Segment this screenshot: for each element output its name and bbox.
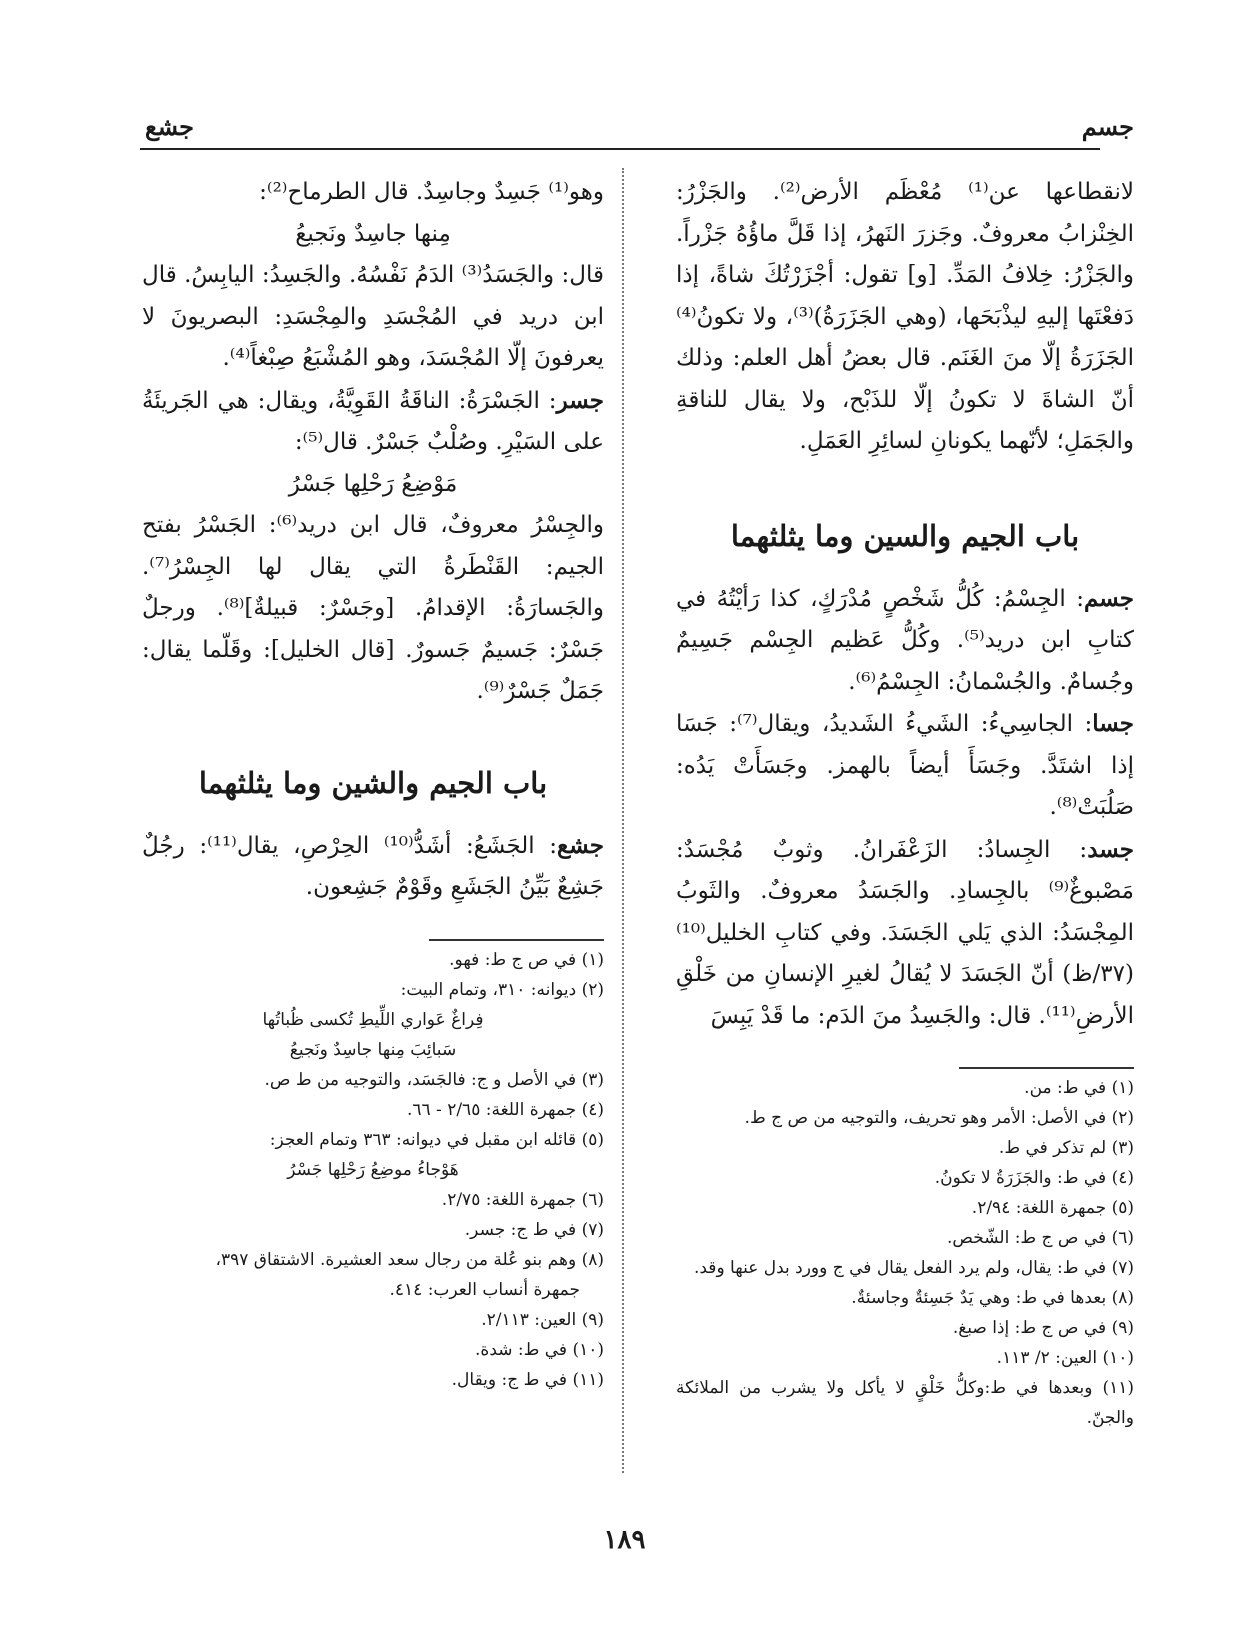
footnote: (١) في ص ج ط: فهو.	[449, 949, 604, 970]
entry-headword: جسم	[1083, 584, 1134, 612]
entry-headword: جشع	[557, 831, 604, 859]
section-title: باب الجيم والشين وما يثلثهما	[198, 765, 548, 800]
footnote: (٧) في ط ج: جسر.	[464, 1219, 604, 1240]
footnote-verse: فِراغٌ عَواري اللِّيطِ تُكسى ظُباتُها	[262, 1009, 484, 1030]
footnote-verse: هَوْجاءُ موضِعُ رَحْلِها جَسْرُ	[287, 1159, 459, 1180]
entry-text: : الجَسْرَةُ: الناقَةُ القَوِيَّةُ، ويقال: هي الجَريئَةُ على السَيْرِ. وصُلْبٌ جَسْرٌ. قال⁽⁵⁾:	[142, 387, 604, 455]
right-column	[676, 172, 1134, 1433]
footnote: (٥) جمهرة اللغة: ٢/٩٤.	[971, 1198, 1134, 1218]
footnote: (٢) ديوانه: ٣١٠، وتمام البيت:	[400, 979, 604, 1000]
continued-line: وهو⁽¹⁾ جَسِدٌ وجاسِدٌ. قال الطرماح⁽²⁾:	[259, 179, 604, 205]
footnote-rule	[959, 1067, 1134, 1069]
footnote: (١) في ط: من.	[1024, 1078, 1134, 1098]
entry-text: : الجَشَعُ: أشَدُّ⁽¹⁰⁾ الحِرْصِ، يقال⁽¹¹⁾: رجُلٌ جَشِعٌ بَيِّنُ الجَشَعِ وقَوْمٌ جَشِعون.	[142, 832, 604, 900]
footnote: (٨) وهم بنو عُلة من رجال سعد العشيرة. الاشتقاق ٣٩٧،	[215, 1249, 604, 1270]
footnote: (١١) في ط ج: ويقال.	[451, 1369, 604, 1390]
column-divider	[622, 168, 624, 1473]
footnotes-right	[676, 1073, 1134, 1433]
entry-text: : الجِسْمُ: كُلُّ شَخْصٍ مُدْرَكٍ، كذا رَأيْتُهُ في كتابِ ابن دريد⁽⁵⁾. وكُلُّ عَظيم الجِسْم جَسِيمٌ وجُسامٌ. والجُسْمانُ: الجِسْمُ⁽⁶⁾.	[676, 585, 1134, 695]
entry-jasr-continuation: والجِسْرُ معروفٌ، قال ابن دريد⁽⁶⁾: الجَسْرُ بفتح الجيم: القَنْطَرةُ التي يقال لها الجِسْرُ⁽⁷⁾. والجَسارَةُ: الإقدامُ. [وجَسْرٌ: قبيلةٌ]⁽⁸⁾. ورجلٌ جَسْرٌ: جَسيمٌ جَسورٌ. [قال الخليل]: وقَلّما يقال: جَمَلٌ جَسْرٌ⁽⁹⁾.	[142, 512, 604, 704]
entry-text: : الجاسِيءُ: الشَيءُ الشَديدُ، ويقال⁽⁷⁾: جَسَا إذا اشتَدَّ. وجَسَأَ أيضاً بالهمز. وجَسَأَتْ يَدُه: صَلُبَتْ⁽⁸⁾.	[676, 711, 1134, 820]
footnote: (٤) جمهرة اللغة: ٢/٦٥ - ٦٦.	[406, 1099, 604, 1120]
entry-jasha	[142, 825, 604, 909]
running-header-left: جشع	[145, 112, 195, 141]
entry-jasa	[676, 703, 1134, 829]
footnote: (٦) في ص ج ط: الشّخص.	[947, 1228, 1134, 1248]
footnote: (١١) وبعدها في ط:وكلُّ خَلْقٍ لا يأكل ولا يشرب من الملائكة والجنّ.	[676, 1378, 1134, 1428]
verse-line: مَوْضِعُ رَحْلِها جَسْرُ	[288, 470, 458, 497]
page-number: ١٨٩	[603, 1525, 646, 1555]
footnote: (١٠) في ط: شدة.	[475, 1339, 604, 1360]
entry-jasad	[676, 829, 1134, 1038]
footnote: (٦) جمهرة اللغة: ٢/٧٥.	[441, 1189, 604, 1210]
footnote: (٩) العين: ٢/١١٣.	[481, 1309, 604, 1330]
verse-line: مِنها جاسِدٌ ونَجيعُ	[295, 220, 451, 247]
entry-jasr	[142, 380, 604, 464]
entry-headword: جسد	[1087, 835, 1134, 863]
continued-paragraph: قال: والجَسَدُ⁽³⁾ الدَمُ نَفْسُهُ. والجَسِدُ: اليابِسُ. قال ابن دريد في المُجْسَدِ والمِجْسَدِ: البصريونَ لا يعرفونَ إلّا المُجْسَدَ، وهو المُشْبَعُ صِبْغاً⁽⁴⁾.	[142, 262, 604, 371]
footnote-rule	[429, 939, 604, 941]
footnote: (٩) في ص ج ط: إذا صبغ.	[952, 1318, 1134, 1338]
footnote: (٧) في ط: يقال، ولم يرد الفعل يقال في ج وورد بدل عنها وقد.	[693, 1258, 1134, 1278]
footnote-verse: سَبائِبَ مِنها جاسِدٌ ونَجيعُ	[289, 1039, 457, 1060]
entry-jism	[676, 578, 1134, 704]
footnote: (٤) في ط: والجَزَرَةُ لا تكونُ.	[934, 1168, 1134, 1188]
header-rule	[140, 148, 1100, 150]
entry-headword: جسا	[1092, 710, 1134, 737]
footnote: (٨) بعدها في ط: وهي يَدٌ جَسِئةٌ وجاسئةٌ.	[851, 1288, 1134, 1308]
footnote-continuation: جمهرة أنساب العرب: ٤١٤.	[389, 1279, 580, 1300]
footnote: (٢) في الأصل: الأمر وهو تحريف، والتوجيه من ص ج ط.	[744, 1108, 1134, 1128]
running-header-right: جسم	[1081, 112, 1134, 141]
entry-headword: جسر	[556, 386, 604, 414]
left-column	[142, 172, 604, 1395]
footnote: (٥) قائله ابن مقبل في ديوانه: ٣٦٣ وتمام العجز:	[269, 1129, 604, 1150]
footnotes-left	[142, 945, 604, 1395]
footnote: (٣) لم تذكر في ط.	[998, 1138, 1134, 1158]
footnote: (١٠) العين: ٢/ ١١٣.	[996, 1348, 1134, 1368]
footnote: (٣) في الأصل و ج: فالجَسَد، والتوجيه من ط ص.	[264, 1069, 604, 1090]
entry-text: : الجِسادُ: الزَعْفَرانُ. وثوبٌ مُجْسَدٌ: مَصْبوغٌ⁽⁹⁾ بالجِسادِ. والجَسَدُ معروفٌ. والثَوبُ المِجْسَدُ: الذي يَلي الجَسَدَ. وفي كتابِ الخليل⁽¹⁰⁾(٣٧/ظ) أنّ الجَسَدَ لا يُقالُ لغيرِ الإنسانِ من خَلْقِ الأرضِ⁽¹¹⁾. قال: والجَسِدُ منَ الدَم: ما قَدْ يَبِسَ	[676, 836, 1134, 1029]
continued-paragraph: لانقطاعها عن⁽¹⁾ مُعْظَم الأرض⁽²⁾. والجَزْرُ: الخِنْزابُ معروفٌ. وجَزرَ النَهرُ، إذا قَلَّ ماؤُهُ جَزْراً. والجَزْرُ: خِلافُ المَدِّ. [و] تقول: أجْزَرْتُكَ شاةً، إذا دَفعْتَها إليهِ ليذْبَحَها، (وهي الجَزَرَةُ)⁽³⁾، ولا تكونُ⁽⁴⁾ الجَزَرَةُ إلّا منَ الغَنَم. قال بعضُ أهل العلم: وذلك أنّ الشاةَ لا تكونُ إلّا للذَبْح، ولا يقال للناقةِ والجَمَلِ؛ لأنّهما يكونانِ لسائِرِ العَمَلِ.	[676, 179, 1135, 454]
section-title: باب الجيم والسين وما يثلثهما	[730, 518, 1080, 553]
